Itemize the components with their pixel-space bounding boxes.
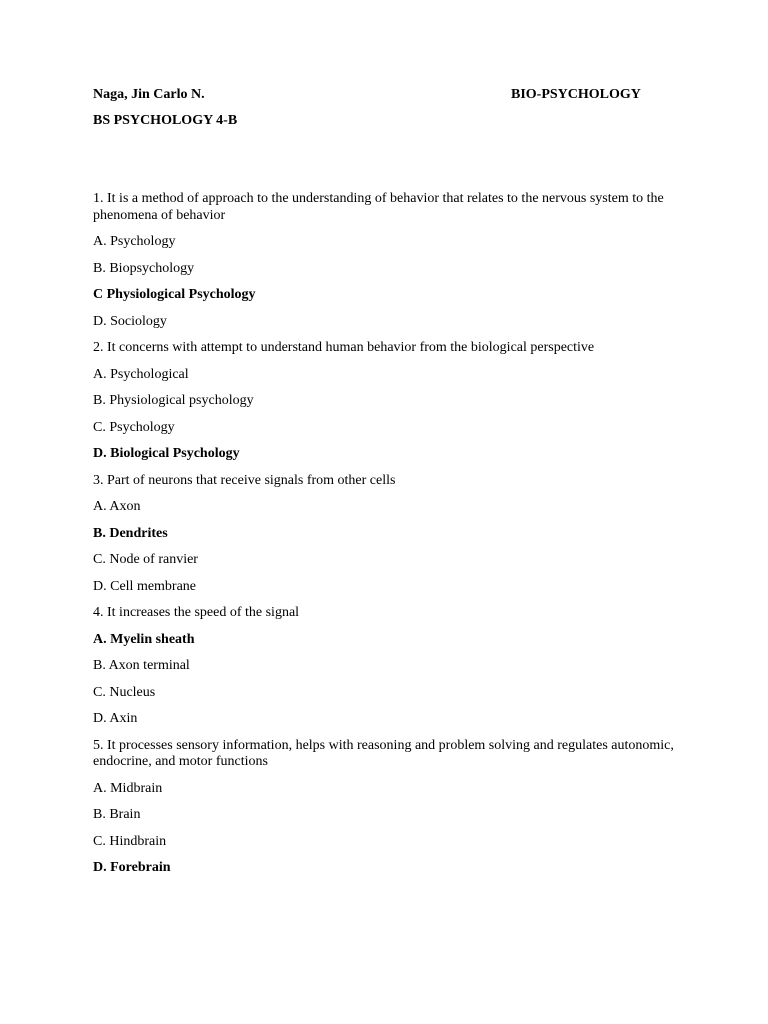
- answer-option: D. Cell membrane: [93, 578, 197, 594]
- question-block: [93, 605, 683, 728]
- question-prompt: 1. It is a method of approach to the understanding of behavior that relates to the nervous system to the phenomena of behavior: [93, 191, 664, 223]
- answer-option: B. Biopsychology: [93, 260, 195, 276]
- answer-option: C. Hindbrain: [93, 833, 167, 849]
- answer-option-selected: D. Forebrain: [93, 860, 171, 875]
- answer-option: D. Axin: [93, 711, 138, 726]
- quiz-body: [93, 191, 683, 887]
- question-block: [93, 473, 683, 596]
- answer-option: B. Axon terminal: [93, 658, 190, 673]
- answer-option: C. Psychology: [93, 419, 175, 435]
- answer-option: A. Psychology: [93, 234, 176, 249]
- answer-option: A. Midbrain: [93, 780, 163, 796]
- subject-title: BIO-PSYCHOLOGY: [511, 87, 641, 102]
- question-block: [93, 340, 683, 463]
- question-block: [93, 191, 683, 330]
- answer-option-selected: D. Biological Psychology: [93, 446, 240, 461]
- course-section: BS PSYCHOLOGY 4-B: [93, 113, 238, 128]
- answer-option: A. Psychological: [93, 366, 189, 382]
- question-prompt: 5. It processes sensory information, helps with reasoning and problem solving and regulates autonomic, endocrine, and motor functions: [93, 737, 674, 769]
- answer-option: B. Brain: [93, 807, 141, 822]
- answer-option-selected: B. Dendrites: [93, 525, 168, 541]
- answer-option-selected: A. Myelin sheath: [93, 631, 195, 647]
- answer-option: B. Physiological psychology: [93, 393, 254, 408]
- answer-option: D. Sociology: [93, 313, 167, 329]
- answer-option-selected: C Physiological Psychology: [93, 287, 256, 302]
- answer-option: A. Axon: [93, 499, 141, 514]
- question-block: [93, 738, 683, 877]
- student-name: Naga, Jin Carlo N.: [93, 87, 205, 102]
- question-prompt: 4. It increases the speed of the signal: [93, 605, 300, 620]
- answer-option: C. Nucleus: [93, 684, 156, 700]
- answer-option: C. Node of ranvier: [93, 552, 198, 567]
- question-prompt: 2. It concerns with attempt to understand human behavior from the biological perspective: [93, 340, 595, 355]
- question-prompt: 3. Part of neurons that receive signals from other cells: [93, 472, 396, 488]
